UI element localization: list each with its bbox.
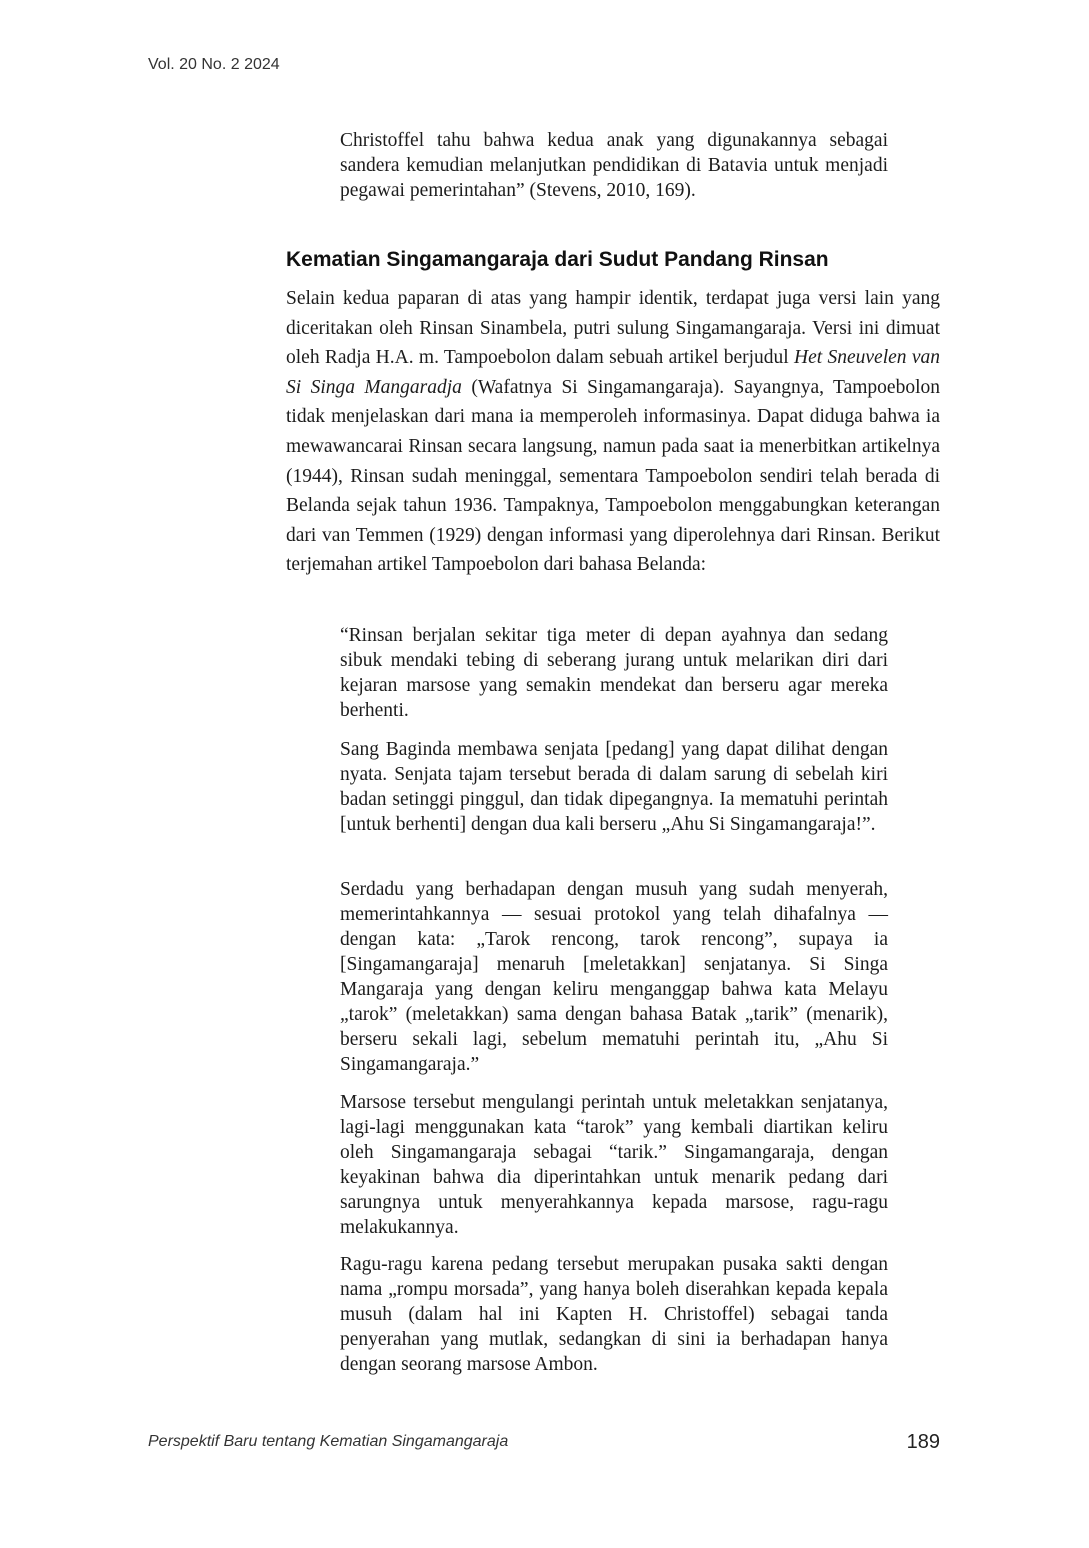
body-text-part2: (Wafatnya Si Singamangaraja). Sayangnya, Tampoebolon tidak menjelaskan dari mana ia memperoleh informasinya. Dapat diduga bahwa ia mewawancarai Rinsan secara langsung, namun pada saat ia menerbitkan artikelnya (1944), Rinsan sudah meninggal, sementara Tampoebolon sendiri telah berada di Belanda sejak tahun 1936. Tampaknya, Tampoebolon menggabungkan keterangan dari van Temmen (1929) dengan informasi yang diperolehnya dari Rinsan. Berikut terjemahan artikel Tampoebolon dari bahasa Belanda: [286, 376, 940, 576]
quote-paragraph-2: Sang Baginda membawa senjata [pedang] yang dapat dilihat dengan nyata. Senjata tajam tersebut berada di dalam sarung di sebelah kiri badan setinggi pinggul, dan tidak dipegangnya. Ia mematuhi perintah [untuk berhenti] dengan dua kali berseru „Ahu Si Singamangaraja!”. [340, 739, 888, 835]
block-quote-continuation: Christoffel tahu bahwa kedua anak yang digunakannya sebagai sandera kemudian melanjutkan pendidikan di Batavia untuk menjadi pegawai pemerintahan” (Stevens, 2010, 169). [340, 130, 888, 201]
article-title-italic: Het Sneuvelen van Si Singa Mangaradja [286, 347, 940, 398]
quote-paragraph-3: Serdadu yang berhadapan dengan musuh yang sudah menyerah, memerintahkannya — sesuai protokol yang telah dihafalnya — dengan kata: „Tarok rencong, tarok rencong”, supaya ia [Singamangaraja] menaruh [meletakkan] senjatanya. Si Singa Mangaraja yang dengan keliru menganggap bahwa kata Melayu „tarok” (meletakkan) sama dengan bahasa Batak „tarik” (menarik), berseru sekali lagi, sebelum mematuhi perintah itu, „Ahu Si Singamangaraja.” [340, 879, 888, 1075]
section-heading: Kematian Singamangaraja dari Sudut Pandang Rinsan [286, 248, 829, 271]
quote-paragraph-5: Ragu-ragu karena pedang tersebut merupakan pusaka sakti dengan nama „rompu morsada”, yang hanya boleh diserahkan kepada kepala musuh (dalam hal ini Kapten H. Christoffel) sebagai tanda penyerahan yang mutlak, sedangkan di sini ia berhadapan hanya dengan seorang marsose Ambon. [340, 1254, 888, 1375]
body-text-part1: Selain kedua paparan di atas yang hampir identik, terdapat juga versi lain yang diceritakan oleh Rinsan Sinambela, putri sulung Singamangaraja. Versi ini dimuat oleh Radja H.A. m. Tampoebolon dalam sebuah artikel berjudul [286, 288, 940, 369]
body-paragraph [286, 284, 940, 580]
page-number: 189 [906, 1431, 940, 1453]
quote-paragraph-1: “Rinsan berjalan sekitar tiga meter di depan ayahnya dan sedang sibuk mendaki tebing di seberang jurang untuk melarikan diri dari kejaran marsose yang semakin mendekat dan berseru agar mereka berhenti. [340, 625, 888, 721]
running-header-volume: Vol. 20 No. 2 2024 [148, 56, 280, 73]
running-footer-title: Perspektif Baru tentang Kematian Singamangaraja [148, 1433, 509, 1450]
quote-paragraph-4: Marsose tersebut mengulangi perintah untuk meletakkan senjatanya, lagi-lagi menggunakan kata “tarok” yang kembali diartikan keliru oleh Singamangaraja sebagai “tarik.” Singamangaraja, dengan keyakinan bahwa dia diperintahkan untuk menarik pedang dari sarungnya untuk menyerahkannya kepada marsose, ragu-ragu melakukannya. [340, 1092, 888, 1238]
